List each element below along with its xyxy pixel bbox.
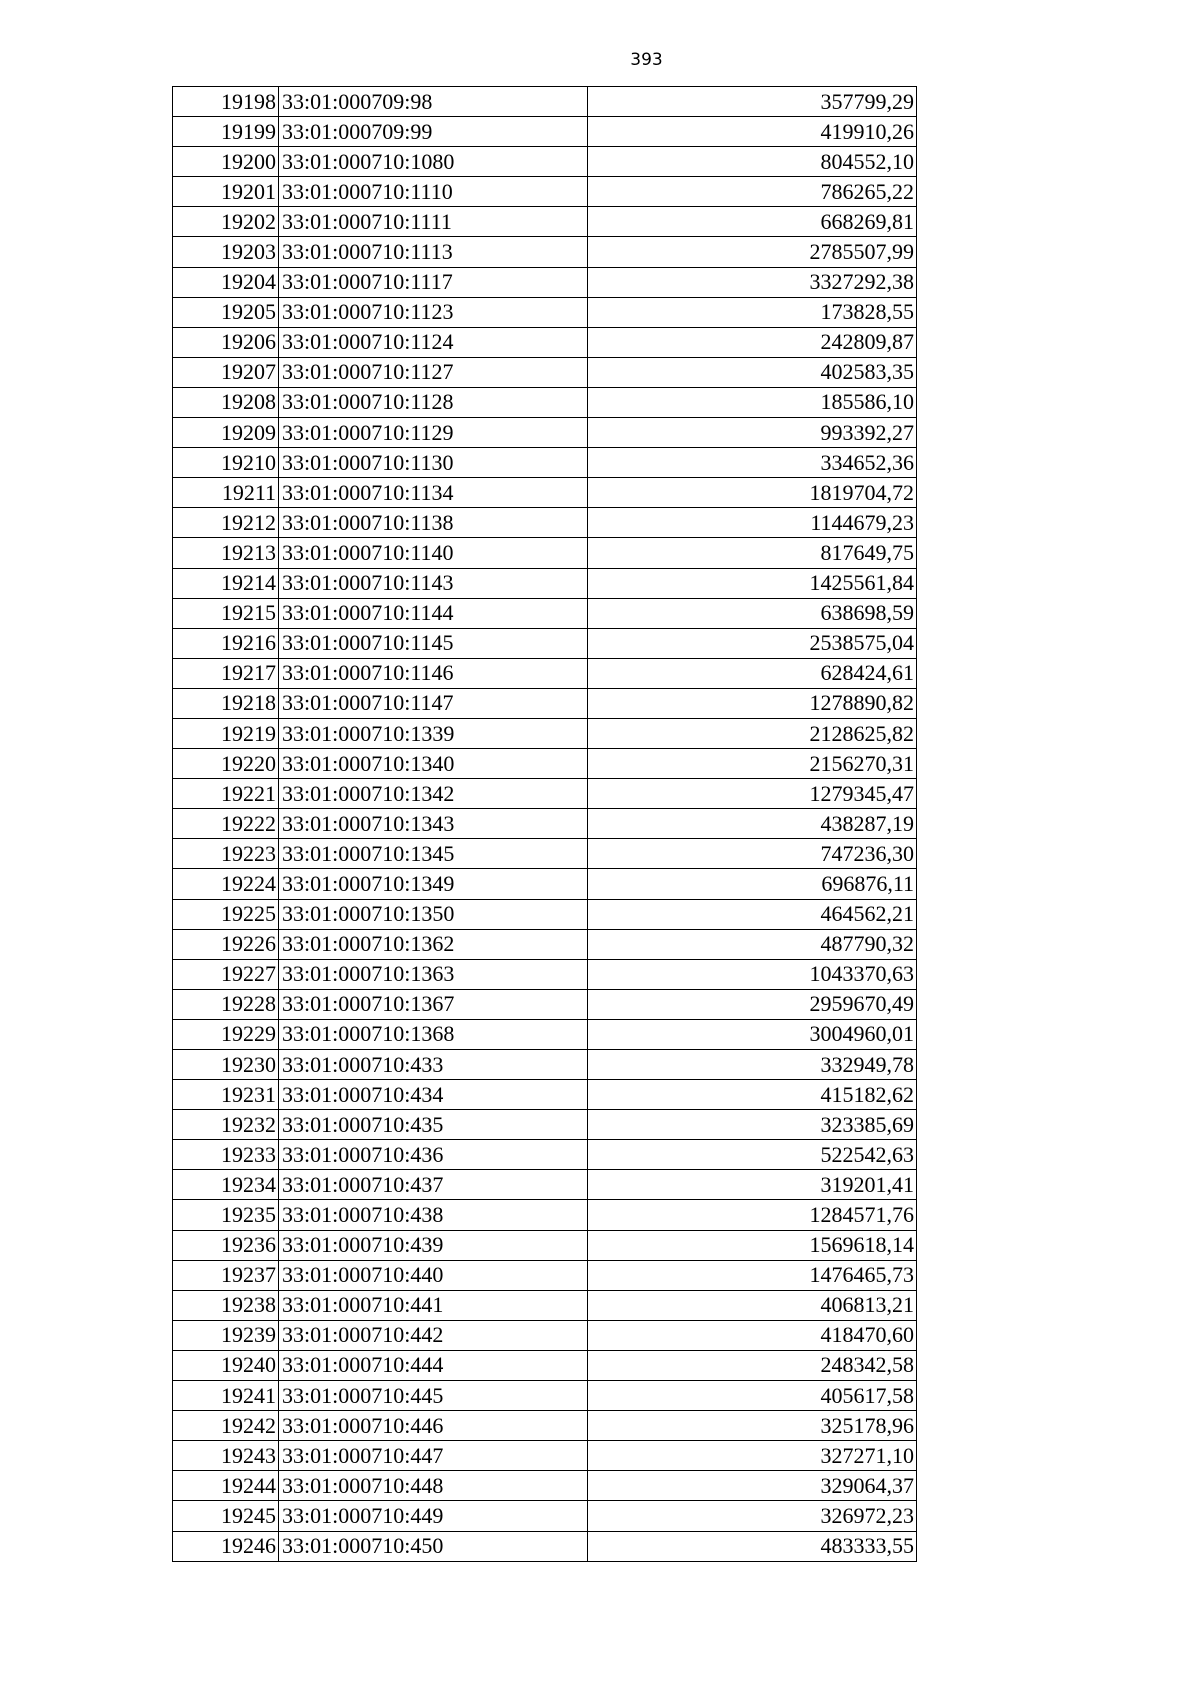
table-row — [173, 598, 917, 628]
table-row — [173, 1230, 917, 1260]
row-number-cell: 19230 — [173, 1050, 279, 1080]
page-number — [0, 50, 1200, 70]
cadastral-number-cell: 33:01:000710:1138 — [279, 508, 588, 538]
table-row — [173, 237, 917, 267]
cadastral-value-cell: 418470,60 — [588, 1320, 917, 1350]
cadastral-number-cell: 33:01:000710:1345 — [279, 839, 588, 869]
row-number-cell: 19217 — [173, 658, 279, 688]
cadastral-number-cell: 33:01:000710:1339 — [279, 718, 588, 748]
cadastral-value-cell: 319201,41 — [588, 1170, 917, 1200]
table-body — [173, 87, 917, 1562]
table-row — [173, 1290, 917, 1320]
table-row — [173, 1471, 917, 1501]
cadastral-number-cell: 33:01:000710:436 — [279, 1140, 588, 1170]
table-row — [173, 809, 917, 839]
cadastral-number-cell: 33:01:000710:1130 — [279, 448, 588, 478]
row-number-cell: 19207 — [173, 357, 279, 387]
table-row — [173, 568, 917, 598]
cadastral-number-cell: 33:01:000710:1368 — [279, 1019, 588, 1049]
cadastral-number-cell: 33:01:000710:1340 — [279, 749, 588, 779]
cadastral-number-cell: 33:01:000710:1342 — [279, 779, 588, 809]
table-row — [173, 448, 917, 478]
table-row — [173, 297, 917, 327]
row-number-cell: 19210 — [173, 448, 279, 478]
cadastral-number-cell: 33:01:000709:99 — [279, 117, 588, 147]
table-row — [173, 1019, 917, 1049]
cadastral-value-cell: 668269,81 — [588, 207, 917, 237]
cadastral-value-cell: 3004960,01 — [588, 1019, 917, 1049]
table-row — [173, 959, 917, 989]
table-row — [173, 628, 917, 658]
cadastral-number-cell: 33:01:000710:450 — [279, 1531, 588, 1561]
cadastral-value-cell: 1284571,76 — [588, 1200, 917, 1230]
page-number-text: 393 — [630, 50, 663, 70]
row-number-cell: 19242 — [173, 1411, 279, 1441]
cadastral-number-cell: 33:01:000710:438 — [279, 1200, 588, 1230]
table-row — [173, 267, 917, 297]
row-number-cell: 19203 — [173, 237, 279, 267]
cadastral-number-cell: 33:01:000710:1117 — [279, 267, 588, 297]
cadastral-number-cell: 33:01:000710:1124 — [279, 327, 588, 357]
table-row — [173, 478, 917, 508]
cadastral-number-cell: 33:01:000710:437 — [279, 1170, 588, 1200]
cadastral-value-cell: 326972,23 — [588, 1501, 917, 1531]
row-number-cell: 19224 — [173, 869, 279, 899]
cadastral-number-cell: 33:01:000710:1145 — [279, 628, 588, 658]
cadastral-value-cell: 786265,22 — [588, 177, 917, 207]
row-number-cell: 19227 — [173, 959, 279, 989]
table-row — [173, 718, 917, 748]
table-row — [173, 1531, 917, 1561]
cadastral-value-cell: 1144679,23 — [588, 508, 917, 538]
row-number-cell: 19229 — [173, 1019, 279, 1049]
table-row — [173, 1260, 917, 1290]
cadastral-value-table — [172, 86, 917, 1562]
row-number-cell: 19226 — [173, 929, 279, 959]
cadastral-value-cell: 438287,19 — [588, 809, 917, 839]
row-number-cell: 19204 — [173, 267, 279, 297]
cadastral-number-cell: 33:01:000710:1111 — [279, 207, 588, 237]
cadastral-number-cell: 33:01:000710:434 — [279, 1080, 588, 1110]
cadastral-number-cell: 33:01:000710:448 — [279, 1471, 588, 1501]
table-row — [173, 839, 917, 869]
table-row — [173, 779, 917, 809]
row-number-cell: 19222 — [173, 809, 279, 839]
cadastral-number-cell: 33:01:000710:1147 — [279, 688, 588, 718]
cadastral-value-cell: 1425561,84 — [588, 568, 917, 598]
cadastral-value-cell: 522542,63 — [588, 1140, 917, 1170]
row-number-cell: 19219 — [173, 718, 279, 748]
row-number-cell: 19212 — [173, 508, 279, 538]
table-row — [173, 418, 917, 448]
cadastral-number-cell: 33:01:000710:1140 — [279, 538, 588, 568]
cadastral-value-cell: 3327292,38 — [588, 267, 917, 297]
table-row — [173, 147, 917, 177]
table-row — [173, 1381, 917, 1411]
row-number-cell: 19213 — [173, 538, 279, 568]
cadastral-value-cell: 419910,26 — [588, 117, 917, 147]
cadastral-number-cell: 33:01:000710:444 — [279, 1350, 588, 1380]
cadastral-number-cell: 33:01:000710:441 — [279, 1290, 588, 1320]
cadastral-number-cell: 33:01:000710:1128 — [279, 387, 588, 417]
cadastral-number-cell: 33:01:000710:1134 — [279, 478, 588, 508]
table-row — [173, 989, 917, 1019]
row-number-cell: 19228 — [173, 989, 279, 1019]
row-number-cell: 19232 — [173, 1110, 279, 1140]
row-number-cell: 19199 — [173, 117, 279, 147]
table-row — [173, 899, 917, 929]
cadastral-value-cell: 405617,58 — [588, 1381, 917, 1411]
cadastral-value-cell: 173828,55 — [588, 297, 917, 327]
cadastral-value-cell: 1476465,73 — [588, 1260, 917, 1290]
table-row — [173, 1080, 917, 1110]
table-row — [173, 1320, 917, 1350]
row-number-cell: 19235 — [173, 1200, 279, 1230]
cadastral-value-cell: 487790,32 — [588, 929, 917, 959]
cadastral-value-cell: 1043370,63 — [588, 959, 917, 989]
cadastral-value-cell: 415182,62 — [588, 1080, 917, 1110]
row-number-cell: 19214 — [173, 568, 279, 598]
cadastral-number-cell: 33:01:000710:440 — [279, 1260, 588, 1290]
row-number-cell: 19234 — [173, 1170, 279, 1200]
cadastral-value-cell: 2959670,49 — [588, 989, 917, 1019]
cadastral-number-cell: 33:01:000710:445 — [279, 1381, 588, 1411]
cadastral-number-cell: 33:01:000710:1080 — [279, 147, 588, 177]
row-number-cell: 19220 — [173, 749, 279, 779]
cadastral-number-cell: 33:01:000710:1143 — [279, 568, 588, 598]
row-number-cell: 19225 — [173, 899, 279, 929]
cadastral-value-cell: 406813,21 — [588, 1290, 917, 1320]
cadastral-number-cell: 33:01:000710:1129 — [279, 418, 588, 448]
table-row — [173, 87, 917, 117]
table-row — [173, 749, 917, 779]
table-row — [173, 508, 917, 538]
row-number-cell: 19237 — [173, 1260, 279, 1290]
cadastral-number-cell: 33:01:000710:1362 — [279, 929, 588, 959]
cadastral-value-cell: 993392,27 — [588, 418, 917, 448]
table-row — [173, 1501, 917, 1531]
cadastral-number-cell: 33:01:000710:1127 — [279, 357, 588, 387]
row-number-cell: 19216 — [173, 628, 279, 658]
row-number-cell: 19241 — [173, 1381, 279, 1411]
cadastral-value-cell: 1278890,82 — [588, 688, 917, 718]
cadastral-value-cell: 402583,35 — [588, 357, 917, 387]
table-row — [173, 1200, 917, 1230]
cadastral-number-cell: 33:01:000710:433 — [279, 1050, 588, 1080]
row-number-cell: 19221 — [173, 779, 279, 809]
cadastral-value-cell: 327271,10 — [588, 1441, 917, 1471]
row-number-cell: 19201 — [173, 177, 279, 207]
cadastral-number-cell: 33:01:000709:98 — [279, 87, 588, 117]
row-number-cell: 19233 — [173, 1140, 279, 1170]
cadastral-value-cell: 332949,78 — [588, 1050, 917, 1080]
cadastral-value-cell: 1819704,72 — [588, 478, 917, 508]
cadastral-number-cell: 33:01:000710:1123 — [279, 297, 588, 327]
row-number-cell: 19245 — [173, 1501, 279, 1531]
table-row — [173, 207, 917, 237]
cadastral-number-cell: 33:01:000710:447 — [279, 1441, 588, 1471]
row-number-cell: 19206 — [173, 327, 279, 357]
row-number-cell: 19211 — [173, 478, 279, 508]
table-row — [173, 538, 917, 568]
table-row — [173, 688, 917, 718]
table-row — [173, 387, 917, 417]
table-row — [173, 117, 917, 147]
row-number-cell: 19240 — [173, 1350, 279, 1380]
cadastral-value-cell: 817649,75 — [588, 538, 917, 568]
row-number-cell: 19236 — [173, 1230, 279, 1260]
table-row — [173, 1411, 917, 1441]
cadastral-value-cell: 1279345,47 — [588, 779, 917, 809]
cadastral-value-cell: 1569618,14 — [588, 1230, 917, 1260]
cadastral-value-cell: 2128625,82 — [588, 718, 917, 748]
cadastral-number-cell: 33:01:000710:1113 — [279, 237, 588, 267]
cadastral-value-cell: 2785507,99 — [588, 237, 917, 267]
cadastral-value-cell: 357799,29 — [588, 87, 917, 117]
table-row — [173, 1170, 917, 1200]
cadastral-value-cell: 696876,11 — [588, 869, 917, 899]
table-row — [173, 177, 917, 207]
row-number-cell: 19218 — [173, 688, 279, 718]
cadastral-number-cell: 33:01:000710:442 — [279, 1320, 588, 1350]
row-number-cell: 19231 — [173, 1080, 279, 1110]
cadastral-value-cell: 329064,37 — [588, 1471, 917, 1501]
cadastral-number-cell: 33:01:000710:1146 — [279, 658, 588, 688]
cadastral-number-cell: 33:01:000710:435 — [279, 1110, 588, 1140]
cadastral-value-cell: 628424,61 — [588, 658, 917, 688]
cadastral-value-cell: 334652,36 — [588, 448, 917, 478]
table-row — [173, 1110, 917, 1140]
cadastral-value-cell: 464562,21 — [588, 899, 917, 929]
table-row — [173, 1441, 917, 1471]
row-number-cell: 19243 — [173, 1441, 279, 1471]
cadastral-value-cell: 804552,10 — [588, 147, 917, 177]
row-number-cell: 19215 — [173, 598, 279, 628]
cadastral-number-cell: 33:01:000710:1367 — [279, 989, 588, 1019]
row-number-cell: 19239 — [173, 1320, 279, 1350]
cadastral-value-cell: 325178,96 — [588, 1411, 917, 1441]
table-row — [173, 1050, 917, 1080]
cadastral-value-cell: 747236,30 — [588, 839, 917, 869]
row-number-cell: 19205 — [173, 297, 279, 327]
cadastral-value-cell: 483333,55 — [588, 1531, 917, 1561]
row-number-cell: 19238 — [173, 1290, 279, 1320]
cadastral-value-cell: 185586,10 — [588, 387, 917, 417]
cadastral-number-cell: 33:01:000710:1349 — [279, 869, 588, 899]
cadastral-value-cell: 248342,58 — [588, 1350, 917, 1380]
cadastral-number-cell: 33:01:000710:1350 — [279, 899, 588, 929]
row-number-cell: 19200 — [173, 147, 279, 177]
cadastral-number-cell: 33:01:000710:1343 — [279, 809, 588, 839]
table-row — [173, 357, 917, 387]
cadastral-number-cell: 33:01:000710:1110 — [279, 177, 588, 207]
cadastral-number-cell: 33:01:000710:1144 — [279, 598, 588, 628]
table-row — [173, 1350, 917, 1380]
row-number-cell: 19208 — [173, 387, 279, 417]
row-number-cell: 19209 — [173, 418, 279, 448]
cadastral-value-cell: 2538575,04 — [588, 628, 917, 658]
row-number-cell: 19244 — [173, 1471, 279, 1501]
cadastral-number-cell: 33:01:000710:446 — [279, 1411, 588, 1441]
table-row — [173, 658, 917, 688]
cadastral-value-cell: 2156270,31 — [588, 749, 917, 779]
cadastral-number-cell: 33:01:000710:439 — [279, 1230, 588, 1260]
cadastral-value-cell: 323385,69 — [588, 1110, 917, 1140]
table-row — [173, 929, 917, 959]
row-number-cell: 19202 — [173, 207, 279, 237]
cadastral-value-cell: 242809,87 — [588, 327, 917, 357]
row-number-cell: 19198 — [173, 87, 279, 117]
cadastral-value-cell: 638698,59 — [588, 598, 917, 628]
table-row — [173, 869, 917, 899]
table-row — [173, 327, 917, 357]
table-row — [173, 1140, 917, 1170]
cadastral-number-cell: 33:01:000710:449 — [279, 1501, 588, 1531]
row-number-cell: 19223 — [173, 839, 279, 869]
cadastral-number-cell: 33:01:000710:1363 — [279, 959, 588, 989]
row-number-cell: 19246 — [173, 1531, 279, 1561]
